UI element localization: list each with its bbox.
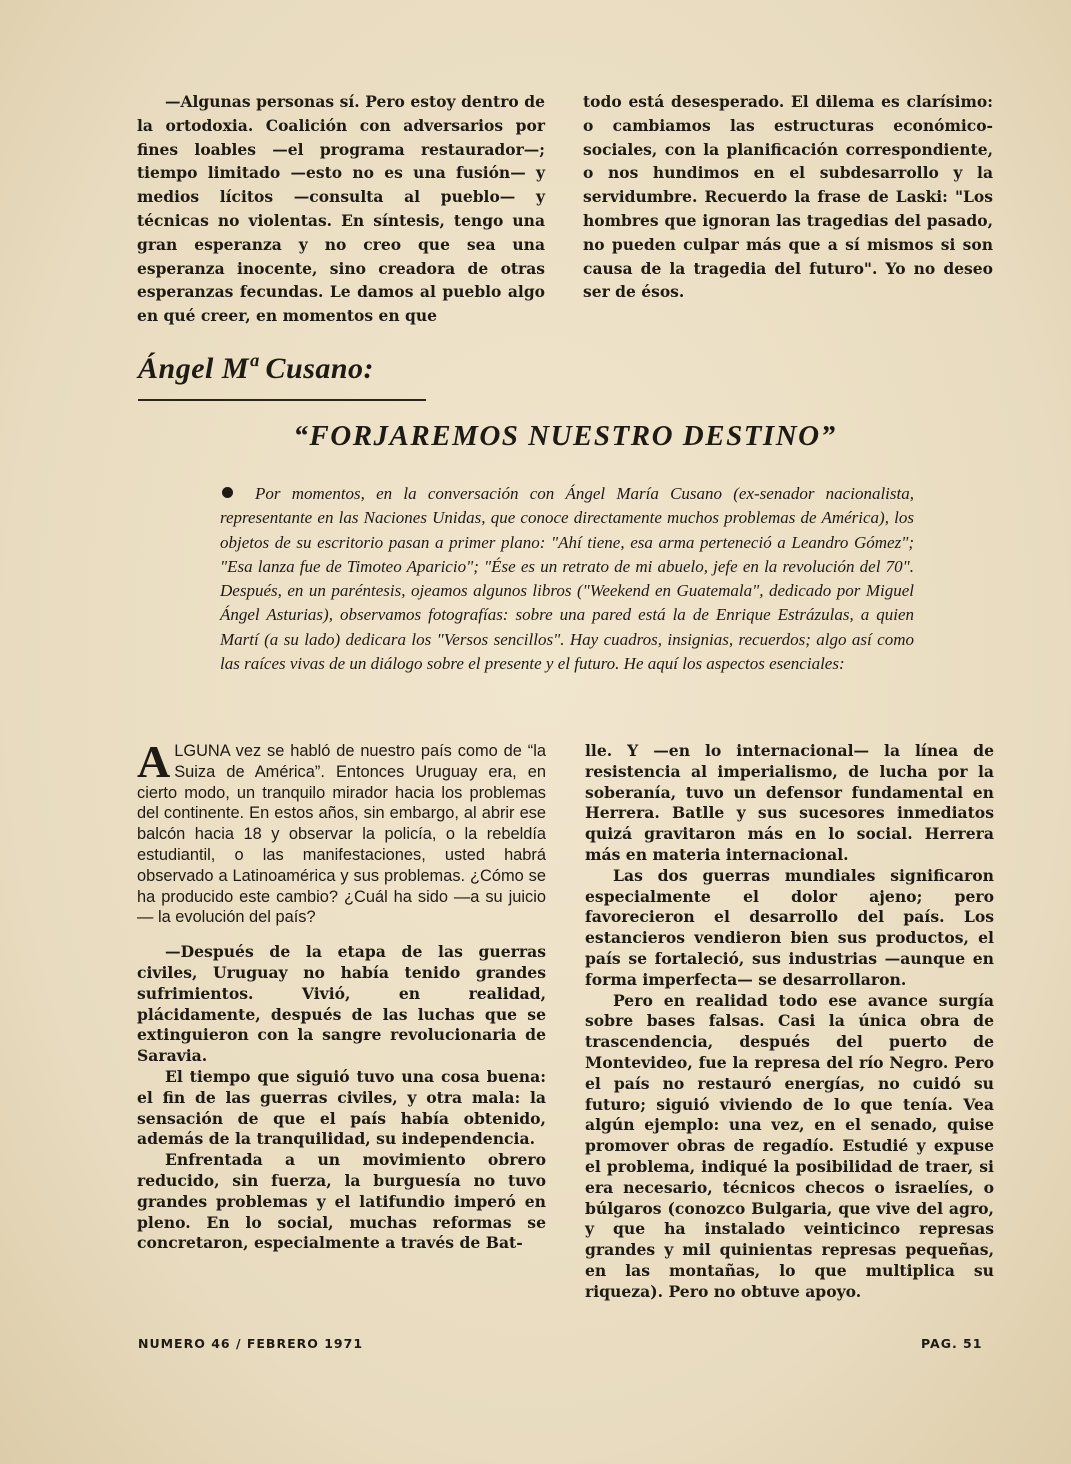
body-left-column: [137, 736, 546, 1254]
intro-text: Por momentos, en la conversación con Ángel María Cusano (ex-senador nacionalista, representante en las Naciones Unidas, que conoce directamente muchos problemas de América), los objetos de su escritorio pasan a primer plano: "Ahí tiene, esa arma perteneció a Leandro Gómez"; "Esa lanza fue de Timoteo Aparicio"; "Ése es un retrato de mi abuelo, jefe en la revolución del 70". Después, en un paréntesis, ojeamos algunos libros ("Weekend en Guatemala", dedicado por Miguel Ángel Asturias), observamos fotografías: sobre una pared está la de Enrique Estrázulas, a quien Martí (a su lado) dedicara los "Versos sencillos". Hay cuadros, insignias, recuerdos; algo así como las raíces vivas de un diálogo sobre el presente y el futuro. He aquí los aspectos esenciales:: [220, 484, 914, 674]
issue-label: NUMERO 46 / FEBRERO 1971: [138, 1336, 364, 1351]
top-left-column: [137, 90, 545, 328]
page-number: PAG. 51: [921, 1336, 983, 1351]
body-right-column: [585, 741, 994, 1303]
author-name: Ángel Mª Cusano:: [138, 352, 375, 385]
interview-question: [137, 736, 546, 928]
author-rule: [138, 399, 426, 401]
top-right-column: [583, 90, 993, 304]
answer-paragraph-1: —Después de la etapa de las guerras civiles, Uruguay no había tenido grandes sufrimientos. Vivió, en realidad, plácidamente, después de las luchas que se extinguieron con la sangre revolucionaria de Saravia.: [137, 942, 546, 1066]
article-headline: “FORJAREMOS NUESTRO DESTINO”: [293, 420, 837, 452]
question-text: LGUNA vez se habló de nuestro país como de “la Suiza de América”. Entonces Uruguay era, en cierto modo, un tranquilo mirador hacia los problemas del continente. En estos años, sin embargo, al abrir ese balcón hacia 18 y observar la policía, o la rebeldía estudiantil, o las manifestaciones, usted habrá observado a Latinoamérica y sus problemas. ¿Cómo se ha producido este cambio? ¿Cuál ha sido —a su juicio— la evolución del país?: [137, 742, 546, 927]
answer-paragraph-2: El tiempo que siguió tuvo una cosa buena: el fin de las guerras civiles, y otra mala: la sensación de que el país había obtenido, además de la tranquilidad, su independencia.: [137, 1066, 546, 1149]
answer-paragraph-3-continued: lle. Y —en lo internacional— la línea de resistencia al imperialismo, de lucha por la soberanía, tuvo un defensor fundamental en Herrera. Batlle y sus sucesores inmediatos quizá gravitaron más en lo social. Herrera más en materia internacional.: [585, 741, 994, 864]
answer-paragraph-5: Pero en realidad todo ese avance surgía sobre bases falsas. Casi la única obra de trascendencia, después del puerto de Montevideo, fue la represa del río Negro. Pero el país no restauró energías, no cuidó su futuro; siguió viviendo de lo que tenía. Vea algún ejemplo: una vez, en el senado, quise promover obras de regadío. Estudié y expuse el problema, indiqué la posibilidad de traer, si era necesario, técnicos checos o israelíes, o búlgaros (conozco Bulgaria, que vive del agro, y que ha instalado veinticinco represas grandes y mil quinientas represas pequeñas, en las montañas, lo que multiplica su riqueza). Pero no obtuve apoyo.: [585, 990, 994, 1301]
top-right-paragraph: todo está desesperado. El dilema es clarísimo: o cambiamos las estructuras económico-sociales, con la planificación correspondiente, o nos hundimos en el subdesarrollo y la servidumbre. Recuerdo la frase de Laski: "Los hombres que ignoran las tragedias del pasado, no pueden culpar más que a sí mismos si son causa de la tragedia del futuro". Yo no deseo ser de ésos.: [583, 92, 993, 302]
answer-paragraph-4: Las dos guerras mundiales significaron especialmente el dolor ajeno; pero favorecieron el desarrollo del país. Los estancieros vendieron bien sus productos, el país se fortaleció, sus industrias —aunque en forma imperfecta— se desarrollaron.: [585, 865, 994, 989]
drop-cap: A: [137, 736, 171, 787]
article-intro: [220, 482, 914, 676]
answer-paragraph-3: Enfrentada a un movimiento obrero reducido, sin fuerza, la burguesía no tuvo grandes problemas y el latifundio imperó en pleno. En lo social, muchas reformas se concretaron, especialmente a través de Bat-: [137, 1150, 546, 1253]
top-left-paragraph: —Algunas personas sí. Pero estoy dentro de la ortodoxia. Coalición con adversarios por fines loables —el programa restaurador—; tiempo limitado —esto no es una fusión— y medios lícitos —consulta al pueblo— y técnicas no violentas. En síntesis, tengo una gran esperanza y no creo que sea una esperanza inocente, sino creadora de otras esperanzas fecundas. Le damos al pueblo algo en qué creer, en momentos en que: [137, 92, 545, 326]
bullet-icon: [222, 487, 233, 498]
